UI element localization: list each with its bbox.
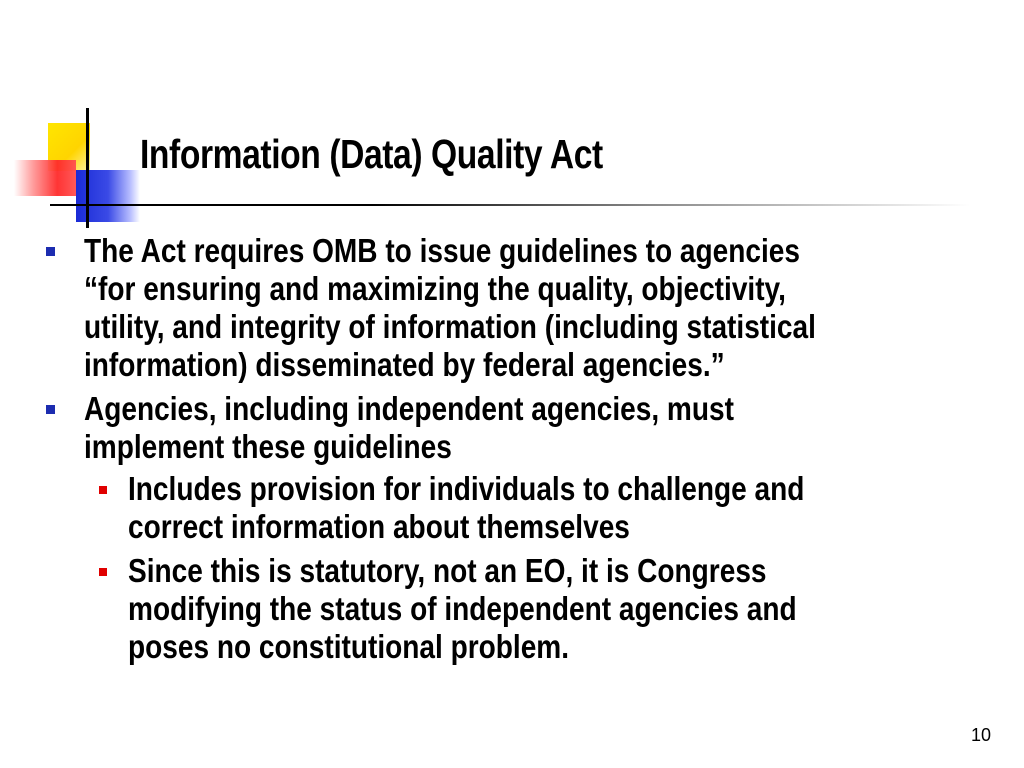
bullet-text: The Act requires OMB to issue guidelines to agencies “for ensuring and maximizing the quality, objectivity, utility, and integrity of information (including statistical information) disseminated by federal agencies.”	[84, 232, 816, 383]
sub-bullet-item	[84, 552, 1004, 666]
sub-bullet-text: Since this is statutory, not an EO, it is Congress modifying the status of independent agencies and poses no constitutional problem.	[128, 552, 797, 665]
page-number: 10	[970, 725, 991, 745]
slide-content	[44, 232, 1004, 672]
square-sub-bullet-icon	[99, 486, 107, 494]
square-bullet-icon	[46, 247, 55, 256]
sub-bullet-text: Includes provision for individuals to challenge and correct information about themselves	[128, 470, 805, 545]
square-bullet-icon	[46, 405, 55, 414]
bullet-item	[44, 232, 1004, 384]
logo-red-square	[14, 160, 76, 196]
title-underline	[50, 204, 970, 206]
bullet-text: Agencies, including independent agencies, must implement these guidelines	[84, 390, 734, 465]
sub-bullet-list	[84, 470, 1004, 666]
logo-vertical-line	[86, 108, 89, 228]
sub-bullet-item	[84, 470, 1004, 546]
square-sub-bullet-icon	[99, 568, 107, 576]
slide-title: Information (Data) Quality Act	[140, 131, 603, 177]
bullet-item	[44, 390, 1004, 666]
